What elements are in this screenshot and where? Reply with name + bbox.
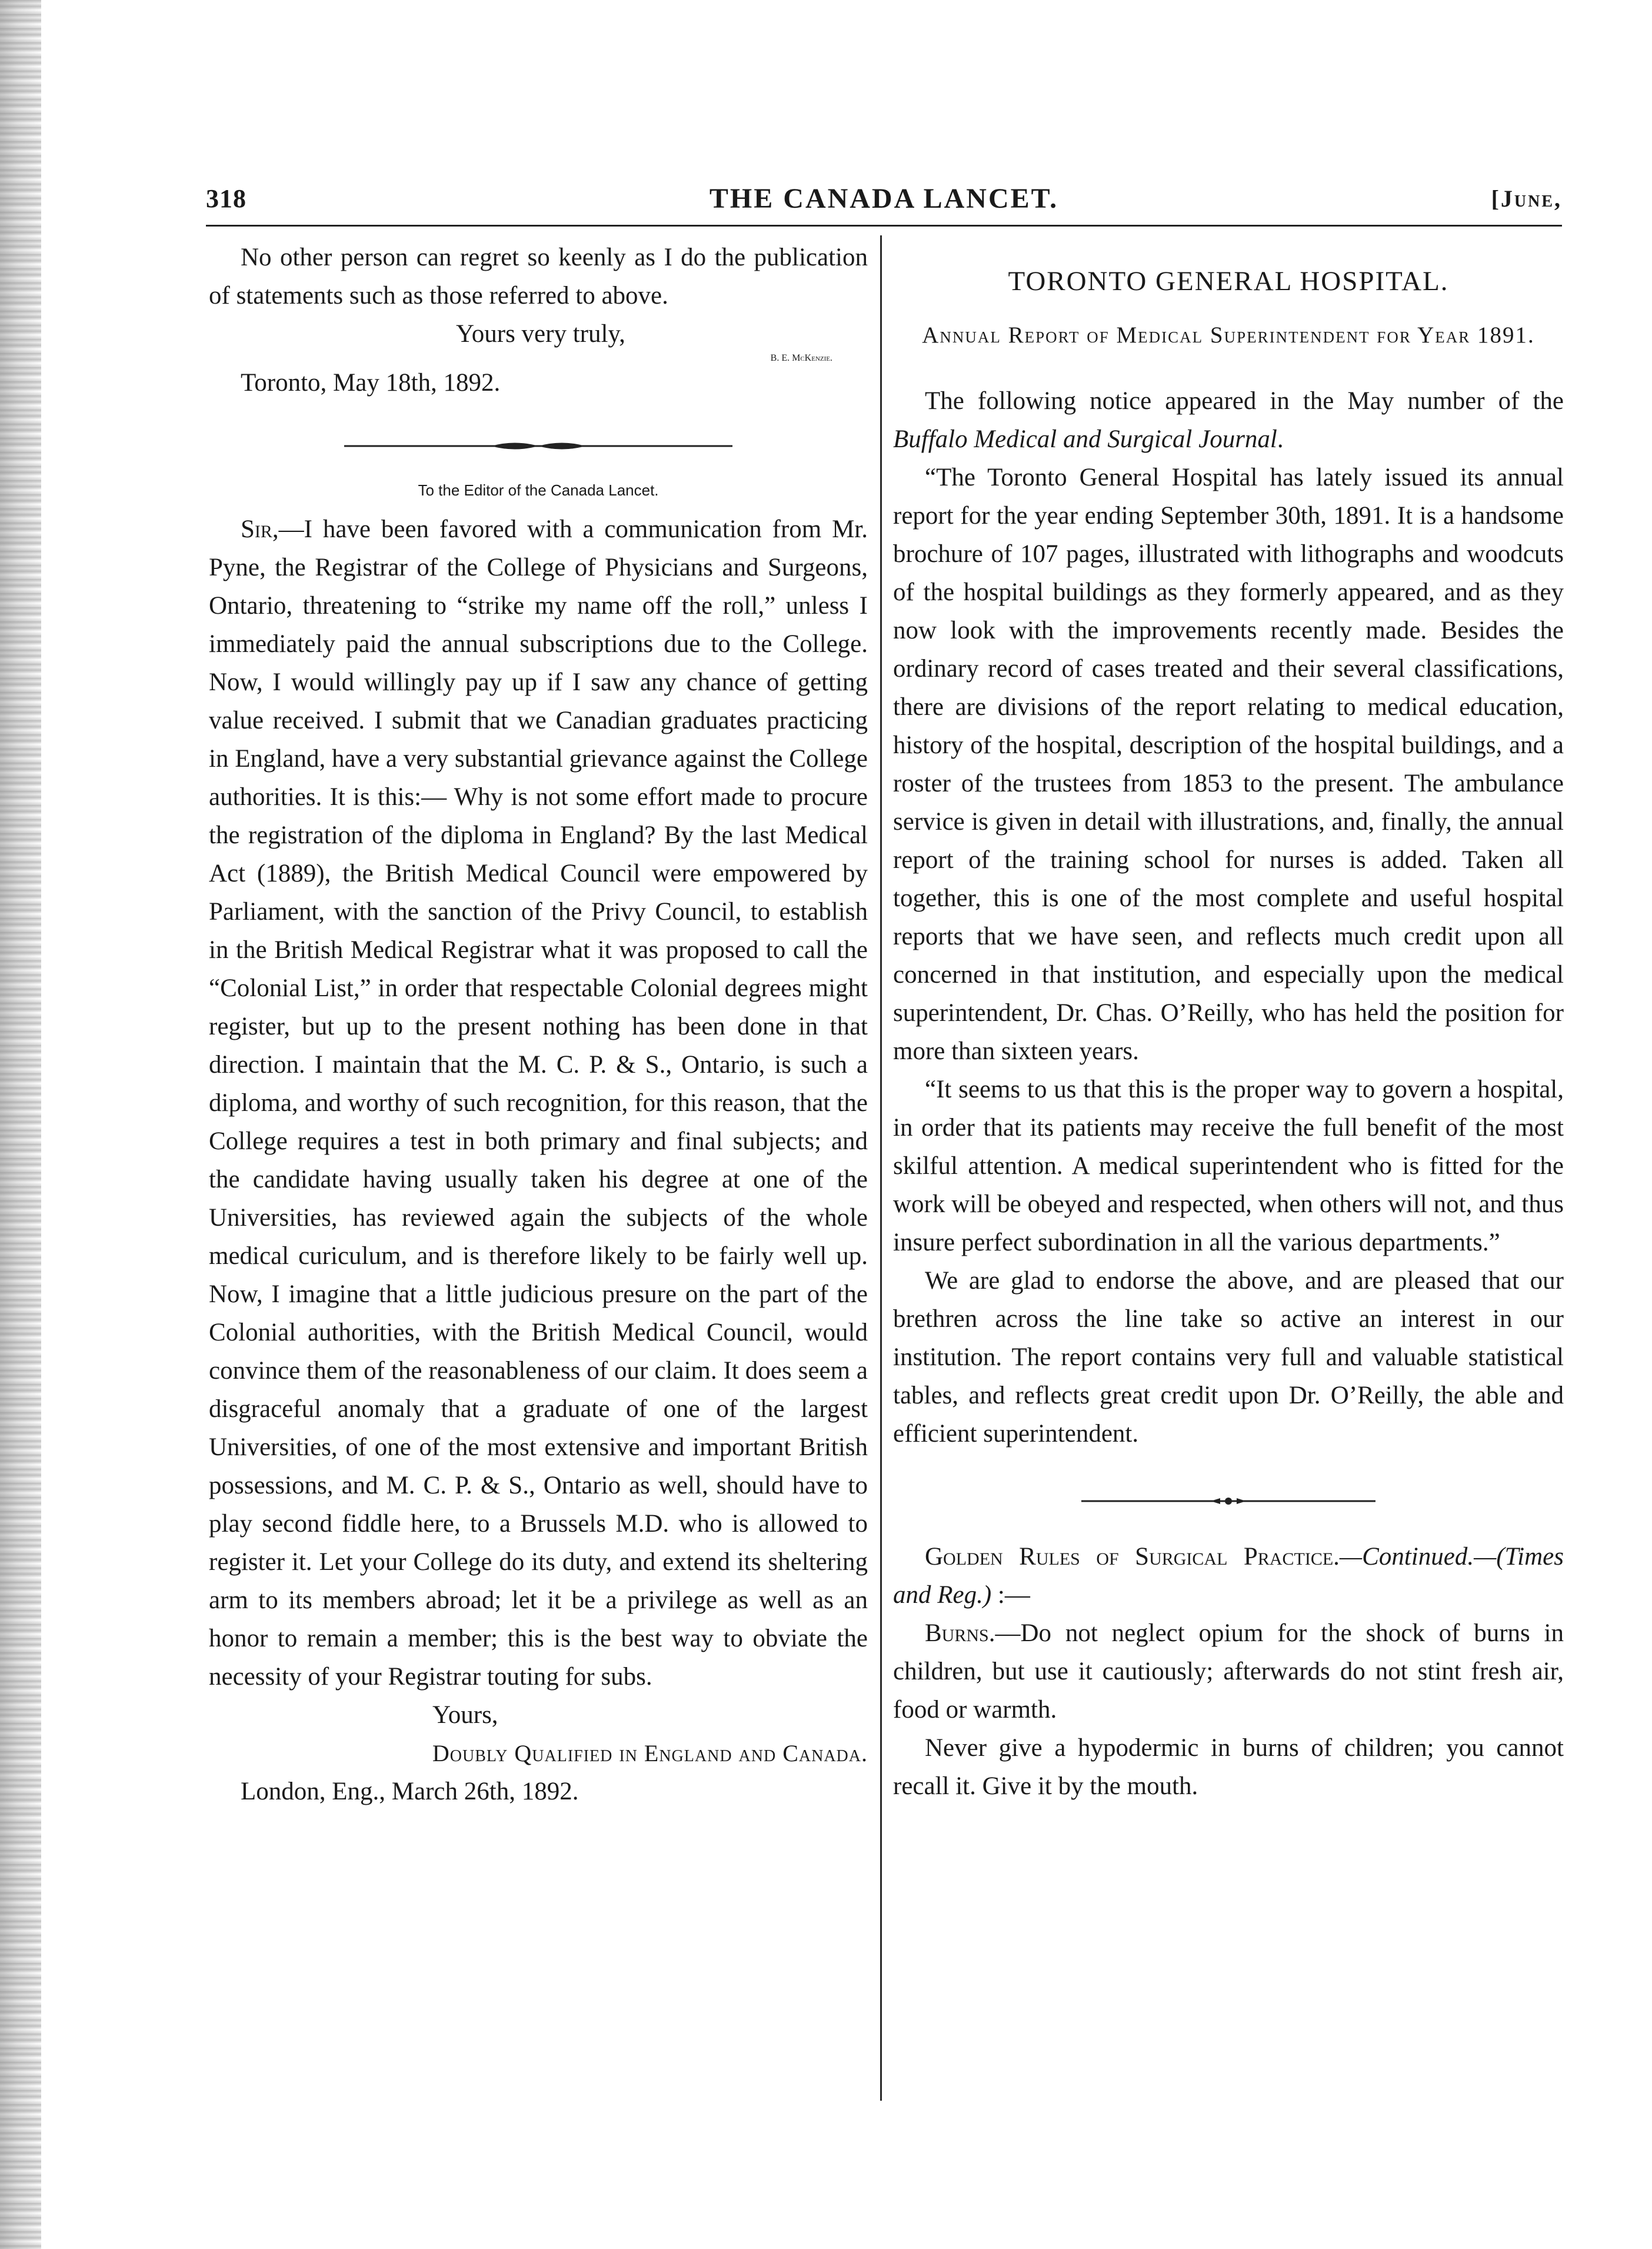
quoted-paragraph-2: “It seems to us that this is the proper way to govern a hospital, in order that its patients may receive the full benefit of the most skilful attention. A medical superintendent who is fitted for the work will be obeyed and respected, when others will not, and thus insure perfect subordination in all the various departments.” <box>893 1076 1564 1256</box>
editorial-comment: We are glad to endorse the above, and are pleased that our brethren across the line take so active an interest in our institution. The report contains very full and valuable statistical tables, and reflects great credit upon Dr. O’Reilly, the able and efficient superintendent. <box>893 1267 1564 1448</box>
section-ornament-divider <box>344 437 732 455</box>
closing-paragraph: No other person can regret so keenly as I do the publication of statements such as those referred to above. <box>209 244 868 310</box>
letter-lead-word: Sir, <box>241 515 279 543</box>
editor-address-text: To the Editor of the Canada Lancet. <box>418 481 659 499</box>
golden-rules-colon: :— <box>991 1581 1030 1609</box>
letter-dateline: Toronto, May 18th, 1892. <box>241 369 501 397</box>
section-ornament-divider-2 <box>1081 1494 1375 1508</box>
article-intro-end: . <box>1277 425 1284 453</box>
journal-title: THE CANADA LANCET. <box>709 183 1059 214</box>
golden-rules-source: (Times and Reg.) <box>893 1543 1564 1609</box>
letter-author-text: Doubly Qualified in England and Canada. <box>432 1740 868 1766</box>
letter-place-date <box>209 1772 868 1811</box>
golden-rules-title: Golden Rules of Surgical Practice. <box>925 1543 1340 1571</box>
page-binding-edge <box>0 0 41 2249</box>
editor-address <box>209 478 868 502</box>
quoted-paragraph-1: “The Toronto General Hospital has lately issued its annual report for the year ending September 30th, 1891. It is a handsome brochure of 107 pages, illustrated with lithographs and woodcuts of the hospital buildings as they formerly appeared, and as they now look with the improvements recently made. Besides the ordinary record of cases treated and their several classifications, there are divisions of the report relating to medical education, history of the hospital, description of the hospital buildings, and a roster of the trustees from 1853 to the present. The ambulance service is given in detail with illustrations, and, finally, the annual report of the training school for nurses is added. Taken all together, this is one of the most complete and useful hospital reports that we have seen, and reflects much credit upon all concerned in that institution, and especially upon the medical superintendent, Dr. Chas. O’Reilly, who has held the position for more than sixteen years. <box>893 464 1564 1065</box>
burns-rule-text: —Do not neglect opium for the shock of burns in children, but use it cautiously; afterwards do not stint fresh air, food or warmth. <box>893 1619 1564 1724</box>
letter-salutation: Yours very truly, <box>456 320 625 348</box>
letter-body <box>209 510 868 1696</box>
running-header <box>206 182 1562 227</box>
burns-lead-word: Burns. <box>925 1619 995 1647</box>
article-intro <box>893 382 1564 458</box>
page-number: 318 <box>206 184 247 213</box>
column-divider <box>880 235 882 2101</box>
cited-journal: Buffalo Medical and Surgical Journal <box>893 425 1277 453</box>
article-intro-text: The following notice appeared in the May number of the <box>925 387 1564 415</box>
letter-body-text: —I have been favored with a communication from Mr. Pyne, the Registrar of the College of Physicians and Surgeons, Ontario, threatening to “strike my name off the roll,” unless I immediately paid the annual subscriptions due to the College. Now, I would willingly pay up if I saw any chance of getting value received. I submit that we Canadian graduates practicing in England, have a very substantial grievance against the College authorities. It is this:— Why is not some effort made to procure the registration of the diploma in England? By the last Medical Act (1889), the British Medical Council were empowered by Parliament, with the sanction of the Privy Council, to establish in the British Medical Registrar what it was proposed to call the “Colonial List,” in order that respectable Colonial degrees might register, but up to the present nothing has been done in that direction. I maintain that the M. C. P. & S., Ontario, is such a diploma, and worthy of such recognition, for this reason, that the College requires a test in both primary and final subjects; and the candidate having usually taken his degree at one of the Universities, has reviewed again the subjects of the whole medical curiculum, and is therefore likely to be fairly well up. Now, I imagine that a little judicious presure on the part of the Colonial authorities, with the British Medical Council, would convince them of the reasonableness of our claim. It does seem a disgraceful anomaly that a graduate of one of the largest Universities, of one of the most extensive and important British possessions, and M. C. P. & S., Ontario as well, should have to play second fiddle here, to a Brussels M.D. who is allowed to register it. Let your College do its duty, and extend its sheltering arm to its members abroad; let it be a privilege as well as an honor to remain a member; this is the best way to obviate the necessity of your Registrar touting for subs. <box>209 515 868 1691</box>
article-subtitle: Annual Report of Medical Superintendent for Year 1891. <box>922 322 1535 348</box>
signature-name: B. E. McKenzie. <box>770 353 832 363</box>
issue-month: [June, <box>1491 185 1562 212</box>
letter-place-date-text: London, Eng., March 26th, 1892. <box>241 1778 579 1805</box>
header-rule <box>206 225 1562 227</box>
left-column <box>209 238 868 1811</box>
golden-rules-heading <box>893 1538 1564 1614</box>
letter-signoff: Yours, <box>432 1701 498 1729</box>
letter-author <box>209 1734 868 1772</box>
right-column <box>893 238 1564 1805</box>
burns-rule <box>893 1614 1564 1729</box>
hypodermic-rule: Never give a hypodermic in burns of children; you cannot recall it. Give it by the mouth. <box>893 1734 1564 1800</box>
article-title: TORONTO GENERAL HOSPITAL. <box>1008 266 1449 297</box>
letter-signature <box>209 353 868 364</box>
golden-rules-continued: —Continued.— <box>1339 1543 1497 1571</box>
